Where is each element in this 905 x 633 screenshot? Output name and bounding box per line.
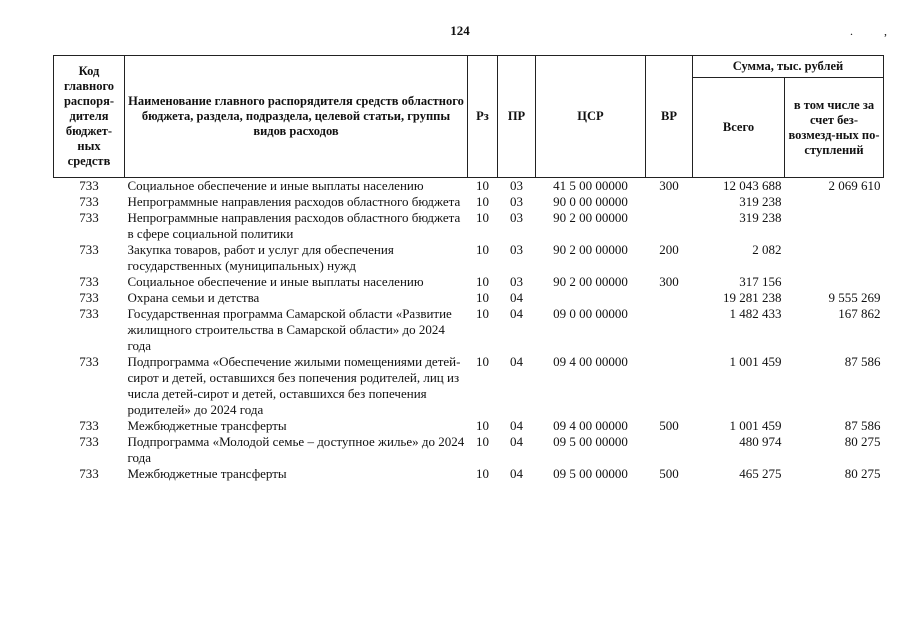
budget-table	[53, 55, 884, 482]
cell-rz: 10	[476, 418, 489, 433]
cell-pr: 03	[510, 210, 523, 225]
cell-name: Межбюджетные трансферты	[127, 466, 287, 481]
cell-name: Подпрограмма «Обеспечение жилыми помещениями детей-сирот и детей, оставшихся без попечения родителей, лиц из числа детей-сирот и детей, оставшихся без попечения родителей» до 2024 года	[127, 354, 461, 417]
table-row	[54, 434, 884, 466]
cell-code: 733	[79, 242, 99, 257]
header-name: Наименование главного распорядителя средств областного бюджета, раздела, подраздела, целевой статьи, группы видов расходов	[125, 56, 468, 178]
cell-vr	[646, 306, 693, 354]
cell-free	[785, 274, 884, 290]
table-row	[54, 210, 884, 242]
header-including: в том числе за счет без-возмезд-ных по-ступлений	[785, 78, 884, 178]
cell-csr: 09 4 00 00000	[553, 418, 628, 433]
cell-vr: 200	[659, 242, 679, 257]
cell-rz: 10	[476, 210, 489, 225]
cell-vr: 500	[659, 466, 679, 481]
table-row	[54, 242, 884, 274]
cell-vr: 500	[659, 418, 679, 433]
cell-free	[785, 194, 884, 210]
cell-code: 733	[79, 274, 99, 289]
cell-pr: 04	[510, 306, 523, 321]
cell-code: 733	[79, 290, 99, 305]
cell-code: 733	[79, 354, 99, 369]
cell-csr: 09 5 00 00000	[553, 434, 628, 449]
cell-rz: 10	[476, 290, 489, 305]
header-csr: ЦСР	[536, 56, 646, 178]
table-row	[54, 466, 884, 482]
cell-code: 733	[79, 466, 99, 481]
cell-name: Непрограммные направления расходов областного бюджета в сфере социальной политики	[127, 210, 461, 241]
cell-name: Социальное обеспечение и иные выплаты населению	[127, 178, 424, 193]
cell-rz: 10	[476, 306, 489, 321]
cell-total: 19 281 238	[723, 290, 782, 305]
cell-code: 733	[79, 194, 99, 209]
cell-pr: 03	[510, 194, 523, 209]
table-row	[54, 306, 884, 354]
cell-total: 1 482 433	[729, 306, 782, 321]
table-row	[54, 194, 884, 210]
cell-total: 319 238	[739, 210, 782, 225]
cell-rz: 10	[476, 178, 489, 193]
scan-specks: . ,	[850, 24, 901, 38]
cell-code: 733	[79, 178, 99, 193]
header-sum-group: Сумма, тыс. рублей	[693, 56, 884, 78]
cell-free: 167 862	[838, 306, 881, 321]
cell-pr: 04	[510, 466, 523, 481]
cell-total: 2 082	[752, 242, 782, 257]
table-row	[54, 178, 884, 195]
header-vr: ВР	[646, 56, 693, 178]
header-rz: Рз	[468, 56, 498, 178]
cell-pr: 04	[510, 354, 523, 369]
table-row	[54, 274, 884, 290]
cell-name: Государственная программа Самарской области «Развитие жилищного строительства в Самарской области» до 2024 года	[127, 306, 452, 353]
cell-vr	[646, 434, 693, 466]
cell-csr: 09 5 00 00000	[553, 466, 628, 481]
cell-total: 1 001 459	[729, 354, 782, 369]
cell-name: Подпрограмма «Молодой семье – доступное жилье» до 2024 года	[127, 434, 465, 465]
cell-rz: 10	[476, 194, 489, 209]
header-total: Всего	[693, 78, 785, 178]
cell-code: 733	[79, 306, 99, 321]
cell-name: Охрана семьи и детства	[127, 290, 260, 305]
cell-name: Социальное обеспечение и иные выплаты населению	[127, 274, 424, 289]
cell-code: 733	[79, 210, 99, 225]
header-pr: ПР	[498, 56, 536, 178]
cell-free: 9 555 269	[828, 290, 881, 305]
cell-csr: 90 2 00 00000	[553, 274, 628, 289]
cell-free	[785, 210, 884, 242]
cell-csr: 09 0 00 00000	[553, 306, 628, 321]
cell-free: 87 586	[844, 418, 881, 433]
cell-free: 80 275	[844, 434, 881, 449]
cell-vr	[646, 354, 693, 418]
cell-pr: 03	[510, 274, 523, 289]
page-number: 124	[450, 23, 470, 38]
cell-total: 12 043 688	[723, 178, 782, 193]
cell-csr: 09 4 00 00000	[553, 354, 628, 369]
cell-rz: 10	[476, 354, 489, 369]
cell-csr	[536, 290, 646, 306]
table-row	[54, 290, 884, 306]
cell-vr	[646, 194, 693, 210]
cell-total: 319 238	[739, 194, 782, 209]
cell-name: Межбюджетные трансферты	[127, 418, 287, 433]
cell-vr: 300	[659, 274, 679, 289]
cell-csr: 90 2 00 00000	[553, 210, 628, 225]
cell-rz: 10	[476, 242, 489, 257]
cell-csr: 90 2 00 00000	[553, 242, 628, 257]
cell-free: 2 069 610	[828, 178, 881, 193]
cell-name: Закупка товаров, работ и услуг для обеспечения государственных (муниципальных) нужд	[127, 242, 394, 273]
cell-pr: 04	[510, 418, 523, 433]
cell-free: 87 586	[844, 354, 881, 369]
cell-pr: 03	[510, 242, 523, 257]
cell-total: 317 156	[739, 274, 782, 289]
table-row	[54, 418, 884, 434]
cell-vr	[646, 210, 693, 242]
cell-rz: 10	[476, 274, 489, 289]
header-code: Код главного распоря-дителя бюджет-ных средств	[54, 56, 125, 178]
table-row	[54, 354, 884, 418]
cell-free	[785, 242, 884, 274]
cell-pr: 04	[510, 434, 523, 449]
cell-vr	[646, 290, 693, 306]
cell-name: Непрограммные направления расходов областного бюджета	[127, 194, 461, 209]
cell-pr: 03	[510, 178, 523, 193]
cell-vr: 300	[659, 178, 679, 193]
cell-total: 1 001 459	[729, 418, 782, 433]
cell-code: 733	[79, 434, 99, 449]
cell-free: 80 275	[844, 466, 881, 481]
cell-csr: 90 0 00 00000	[553, 194, 628, 209]
cell-total: 465 275	[739, 466, 782, 481]
cell-rz: 10	[476, 466, 489, 481]
cell-rz: 10	[476, 434, 489, 449]
cell-total: 480 974	[739, 434, 782, 449]
cell-pr: 04	[510, 290, 523, 305]
cell-csr: 41 5 00 00000	[553, 178, 628, 193]
cell-code: 733	[79, 418, 99, 433]
